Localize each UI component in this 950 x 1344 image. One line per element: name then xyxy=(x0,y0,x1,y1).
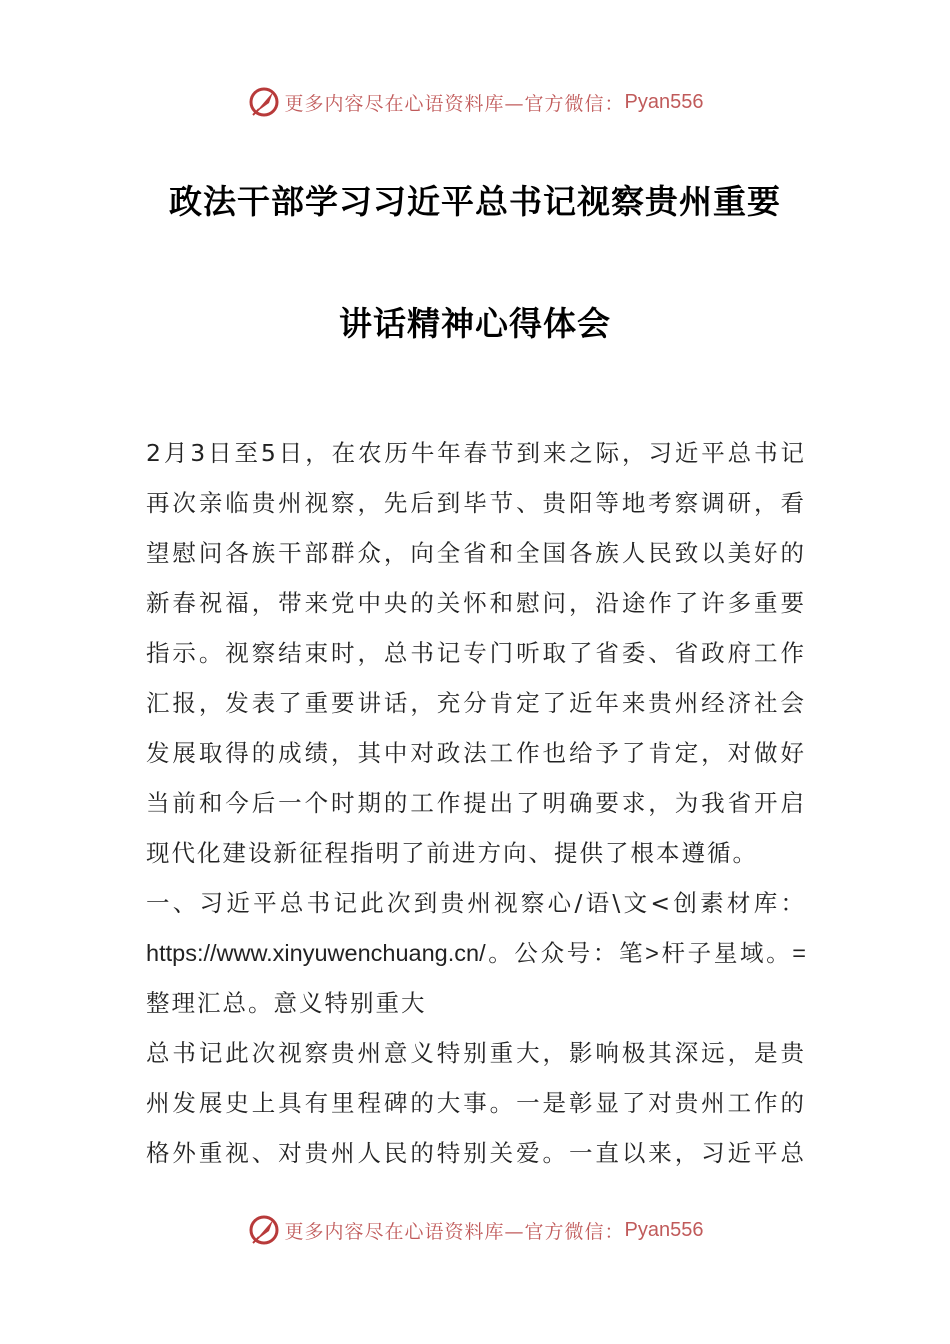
body-line: 现代化建设新征程指明了前进方向、提供了根本遵循。 xyxy=(146,839,758,867)
body-line: 再次亲临贵州视察，先后到毕节、贵阳等地考察调研，看 xyxy=(146,489,806,517)
banner-text: 更多内容尽在心语资料库— xyxy=(284,92,525,115)
body-line: 新春祝福，带来党中央的关怀和慰问，沿途作了许多重要 xyxy=(146,589,806,617)
document-title-line-2: 讲话精神心得体会 xyxy=(339,304,611,343)
body-line: 汇报，发表了重要讲话，充分肯定了近年来贵州经济社会 xyxy=(146,689,806,717)
body-line: 发展取得的成绩，其中对政法工作也给予了肯定，对做好 xyxy=(146,739,806,767)
body-line: 当前和今后一个时期的工作提出了明确要求，为我省开启 xyxy=(146,789,806,817)
body-line: 一、习近平总书记此次到贵州视察心/语\文<创素材库： xyxy=(146,889,806,917)
quill-logo-icon xyxy=(247,85,281,119)
body-line-url: https://www.xinyuwenchuang.cn/。公众号：笔>杆子星域。= xyxy=(146,940,806,966)
body-line: 格外重视、对贵州人民的特别关爱。一直以来，习近平总 xyxy=(146,1139,806,1167)
banner-wechat-id: Pyan556 xyxy=(624,1218,704,1241)
body-line: 2月3日至5日，在农历牛年春节到来之际，习近平总书记 xyxy=(146,439,806,467)
footer-banner xyxy=(0,1210,950,1250)
body-line: 整理汇总。意义特别重大 xyxy=(146,989,427,1017)
banner-text: 更多内容尽在心语资料库— xyxy=(284,1220,525,1243)
header-banner xyxy=(0,82,950,122)
body-line: 总书记此次视察贵州意义特别重大，影响极其深远，是贵 xyxy=(146,1039,806,1067)
document-title-line-1: 政法干部学习习近平总书记视察贵州重要 xyxy=(169,182,781,221)
body-line: 州发展史上具有里程碑的大事。一是彰显了对贵州工作的 xyxy=(146,1089,806,1117)
banner-wechat-label: 官方微信： xyxy=(524,92,625,115)
document-body xyxy=(146,428,806,1178)
body-line: 望慰问各族干部群众，向全省和全国各族人民致以美好的 xyxy=(146,539,806,567)
body-line: 指示。视察结束时，总书记专门听取了省委、省政府工作 xyxy=(146,639,806,667)
quill-logo-icon xyxy=(247,1213,281,1247)
banner-wechat-id: Pyan556 xyxy=(624,90,704,113)
banner-wechat-label: 官方微信： xyxy=(524,1220,625,1243)
